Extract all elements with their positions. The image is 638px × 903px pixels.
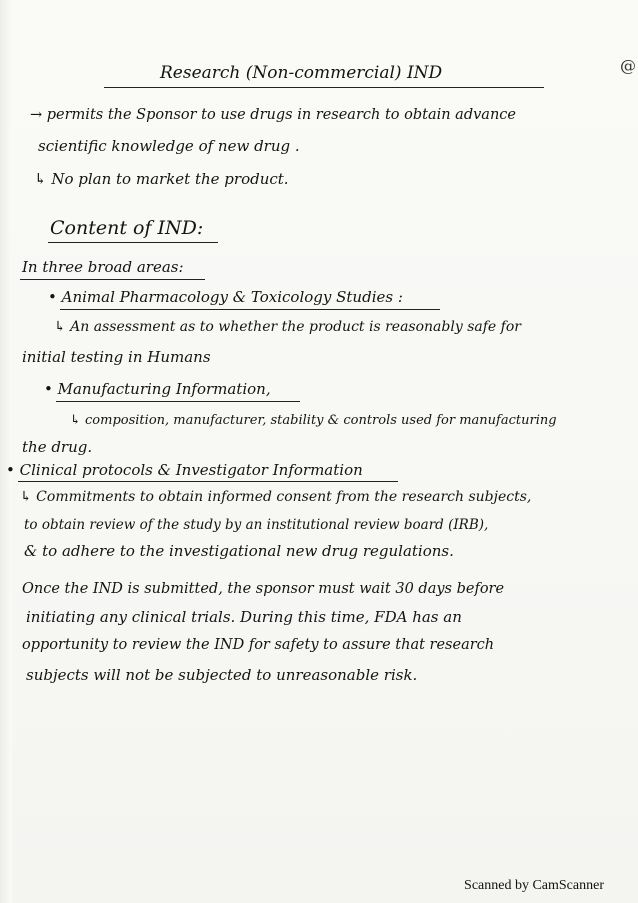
bullet-item: • Animal Pharmacology & Toxicology Studies : xyxy=(48,288,403,306)
note-line: initial testing in Humans xyxy=(22,348,211,366)
note-line: to obtain review of the study by an institutional review board (IRB), xyxy=(24,517,489,533)
bullet-item: • Clinical protocols & Investigator Information xyxy=(6,461,363,479)
heading-underline xyxy=(48,242,218,243)
bullet-item: • Manufacturing Information, xyxy=(44,380,271,398)
corner-mark: @ xyxy=(620,56,636,75)
scanner-watermark: Scanned by CamScanner xyxy=(464,878,604,893)
note-line: ↳ An assessment as to whether the product is reasonably safe for xyxy=(54,319,521,335)
section-heading: Content of IND: xyxy=(50,217,204,239)
note-line: ↳ composition, manufacturer, stability & controls used for manufacturing xyxy=(70,413,557,428)
bullet-underline xyxy=(56,401,300,402)
bullet-underline xyxy=(60,309,440,310)
title-underline xyxy=(104,87,544,88)
note-line: subjects will not be subjected to unreasonable risk. xyxy=(26,666,418,684)
note-line: → permits the Sponsor to use drugs in research to obtain advance xyxy=(30,107,516,123)
note-line: ↳ Commitments to obtain informed consent from the research subjects, xyxy=(20,489,532,505)
note-line: scientific knowledge of new drug . xyxy=(38,137,300,155)
bullet-underline xyxy=(18,481,398,482)
note-line: Once the IND is submitted, the sponsor must wait 30 days before xyxy=(22,581,505,597)
note-line: opportunity to review the IND for safety to assure that research xyxy=(22,637,495,653)
note-line: & to adhere to the investigational new drug regulations. xyxy=(24,542,454,560)
subheading-underline xyxy=(20,279,205,280)
note-line: the drug. xyxy=(22,438,93,456)
note-line: ↳ No plan to market the product. xyxy=(34,170,289,188)
note-line: In three broad areas: xyxy=(22,258,184,276)
note-line: initiating any clinical trials. During this time, FDA has an xyxy=(26,608,462,626)
note-title: Research (Non-commercial) IND xyxy=(160,63,443,83)
page-edge-shadow xyxy=(0,0,12,903)
